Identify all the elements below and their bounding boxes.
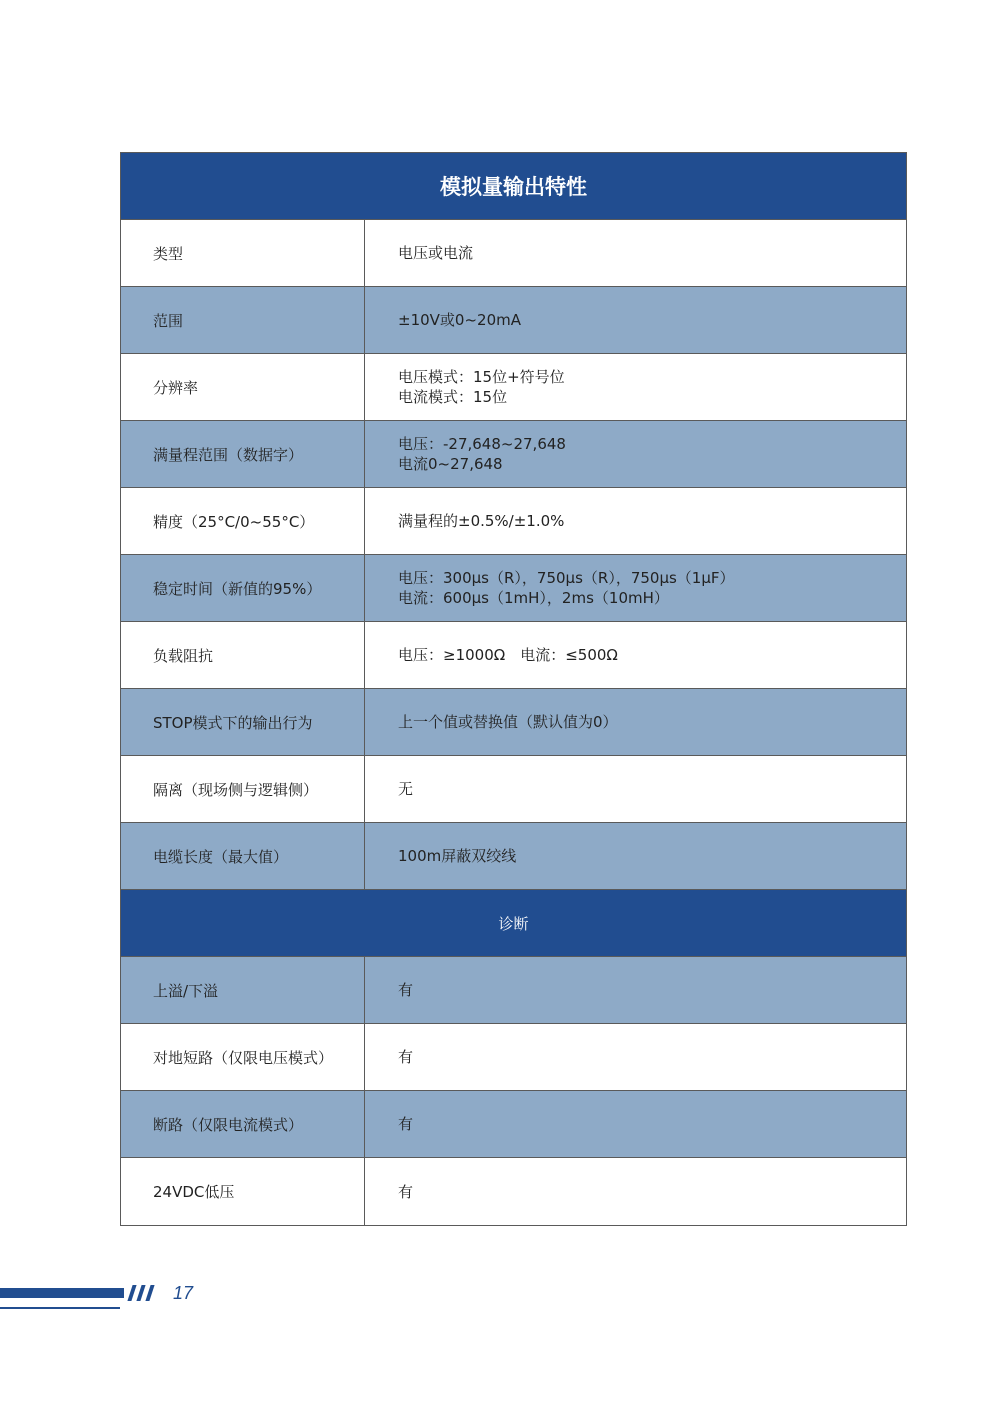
row-label: 对地短路（仅限电压模式） xyxy=(121,1024,365,1090)
row-value xyxy=(365,421,906,487)
value-line: 电压：300μs（R），750μs（R），750μs（1μF） xyxy=(398,569,735,587)
row-value xyxy=(365,1024,906,1090)
row-value xyxy=(365,622,906,688)
row-label: 满量程范围（数据字） xyxy=(121,421,365,487)
row-label: 电缆长度（最大值） xyxy=(121,823,365,889)
table-title: 模拟量输出特性 xyxy=(121,153,906,220)
value-line: 无 xyxy=(398,780,414,798)
row-value xyxy=(365,220,906,286)
table-row xyxy=(121,1158,906,1225)
value-line: 100m屏蔽双绞线 xyxy=(398,847,517,865)
row-label: 负载阻抗 xyxy=(121,622,365,688)
row-label: 类型 xyxy=(121,220,365,286)
value-line: 电流0~27,648 xyxy=(398,455,503,473)
table-row xyxy=(121,354,906,421)
table-row xyxy=(121,823,906,890)
value-line: 上一个值或替换值（默认值为0） xyxy=(398,713,618,731)
table-row xyxy=(121,421,906,488)
footer-accent-bar xyxy=(0,1288,124,1298)
row-value xyxy=(365,823,906,889)
value-line: 电压模式：15位+符号位 xyxy=(398,368,565,386)
slash-mark xyxy=(127,1285,136,1301)
row-value xyxy=(365,689,906,755)
row-value xyxy=(365,957,906,1023)
row-label: 24VDC低压 xyxy=(121,1158,365,1225)
row-label: 隔离（现场侧与逻辑侧） xyxy=(121,756,365,822)
diagnostics-header: 诊断 xyxy=(121,890,906,957)
row-value xyxy=(365,488,906,554)
row-value xyxy=(365,287,906,353)
table-row xyxy=(121,622,906,689)
value-line: 电流模式：15位 xyxy=(398,388,508,406)
value-line: 满量程的±0.5%/±1.0% xyxy=(398,512,565,530)
value-line: 有 xyxy=(398,981,414,999)
slash-mark xyxy=(136,1285,145,1301)
table-row xyxy=(121,756,906,823)
value-line: ±10V或0~20mA xyxy=(398,311,521,329)
value-line: 有 xyxy=(398,1115,414,1133)
page-number: 17 xyxy=(173,1283,194,1303)
table-row xyxy=(121,555,906,622)
row-label: 稳定时间（新值的95%） xyxy=(121,555,365,621)
table-row xyxy=(121,689,906,756)
analog-output-spec-table xyxy=(120,152,907,1226)
table-row xyxy=(121,1091,906,1158)
value-line: 电压：-27,648~27,648 xyxy=(398,435,566,453)
value-line: 电压或电流 xyxy=(398,244,474,262)
row-value xyxy=(365,1091,906,1157)
row-label: 范围 xyxy=(121,287,365,353)
value-line: 电压：≥1000Ω 电流：≤500Ω xyxy=(398,646,618,664)
table-row xyxy=(121,488,906,555)
row-value xyxy=(365,354,906,420)
table-row xyxy=(121,957,906,1024)
value-line: 有 xyxy=(398,1182,414,1201)
row-label: STOP模式下的输出行为 xyxy=(121,689,365,755)
row-value xyxy=(365,1158,906,1225)
footer-accent-line xyxy=(0,1307,120,1309)
footer-slash-marks xyxy=(130,1285,152,1301)
value-line: 有 xyxy=(398,1048,414,1066)
row-label: 精度（25°C/0~55°C） xyxy=(121,488,365,554)
table-row xyxy=(121,1024,906,1091)
row-label: 分辨率 xyxy=(121,354,365,420)
row-value xyxy=(365,756,906,822)
row-label: 上溢/下溢 xyxy=(121,957,365,1023)
slash-mark xyxy=(145,1285,154,1301)
page-footer xyxy=(0,1285,260,1315)
row-value xyxy=(365,555,906,621)
row-label: 断路（仅限电流模式） xyxy=(121,1091,365,1157)
table-row xyxy=(121,220,906,287)
value-line: 电流：600μs（1mH），2ms（10mH） xyxy=(398,589,669,607)
table-row xyxy=(121,287,906,354)
